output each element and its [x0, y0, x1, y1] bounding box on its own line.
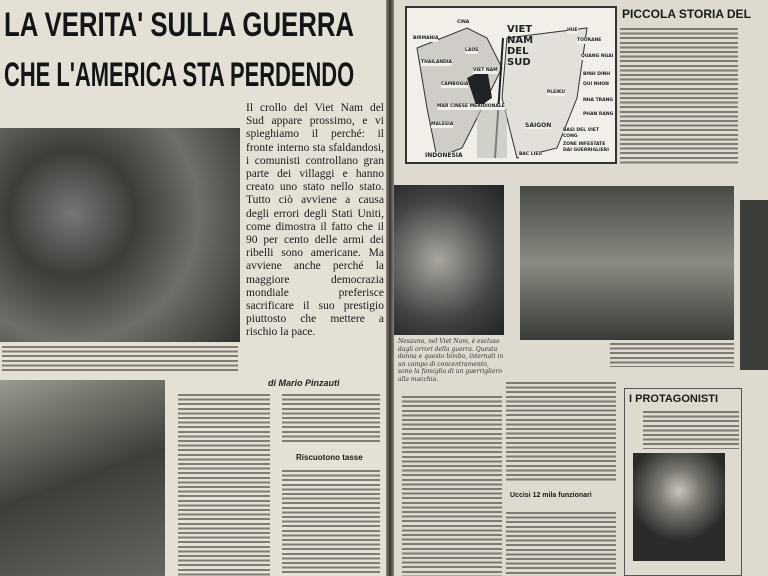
headline-line2: CHE L'AMERICA STA PERDENDO [4, 56, 355, 94]
child-caption: Nessuno, nel Viet Nam, è escluso dagli orrori della guerra. Questa donna e questo bimbo, internati in un campo di concentramento, sono la famiglia di un guerrigliero alla macchia. [398, 338, 504, 383]
label-pleiku: PLEIKU [547, 90, 565, 95]
label-mar: MAR CINESE MERIDIONALE [437, 104, 505, 109]
soldiers-photo [0, 128, 240, 342]
barbed-wire-photo [394, 185, 504, 335]
gutter [386, 0, 394, 576]
article-column-1 [178, 394, 270, 576]
general-portrait [633, 453, 725, 561]
vietnam-map [405, 6, 617, 164]
article-column-4b [506, 512, 616, 576]
label-laos: LAOS [465, 48, 479, 53]
label-phanrang: PHAN RANG [583, 112, 614, 117]
byline: di Mario Pinzauti [268, 378, 340, 388]
label-quangngai: QUANG NGAI [581, 54, 614, 59]
protagonists-title: I PROTAGONISTI [629, 393, 719, 405]
label-cambogia: CAMBOGIA [441, 82, 469, 87]
map-title: VIET NAM DEL SUD [507, 24, 534, 68]
article-column-2a [282, 394, 380, 444]
label-vietnam: VIET NAM [473, 68, 498, 73]
protagonists-box [624, 388, 742, 576]
photo-caption-text [2, 346, 238, 372]
history-title: PICCOLA STORIA DEL [622, 7, 751, 21]
label-saigon: SAIGON [525, 122, 552, 129]
label-binhdinh: BINH DINH [583, 72, 611, 77]
label-thailandia: THAILANDIA [421, 60, 453, 65]
label-indonesia: INDONESIA [425, 152, 463, 159]
label-quinhon: QUI NHON [583, 82, 609, 87]
label-hue: HUE [567, 28, 578, 33]
edge-photo [740, 200, 768, 370]
label-malesia: MALESIA [431, 122, 454, 127]
article-column-2b [282, 470, 380, 576]
soldier-caption [610, 343, 734, 367]
article-column-4a [506, 382, 616, 482]
label-bacliu: BAC LIEU [519, 152, 543, 157]
label-tourane: TOURANE [577, 38, 602, 43]
legend-zones: ZONE INFESTATE DAI GUERRIGLIERI [563, 142, 613, 153]
subhead-killed: Uccisi 12 mila funzionari [510, 492, 592, 499]
history-text [620, 28, 738, 166]
legend-bases: BASI DEL VIET CONG [563, 128, 613, 139]
protagonist-text [643, 411, 739, 449]
article-column-3 [402, 396, 502, 576]
child-soldier-photo [520, 186, 734, 340]
label-birmania: BIRMANIA [413, 36, 439, 41]
subhead-taxes: Riscuotono tasse [296, 453, 363, 462]
label-cina: CINA [457, 20, 470, 25]
label-nhatrang: NHA TRANG [583, 98, 614, 103]
soldier-rifle-photo [0, 380, 165, 576]
headline-line1: LA VERITA' SULLA GUERRA [4, 6, 355, 44]
lede: Il crollo del Viet Nam del Sud appare prossimo, e vi spieghiamo il perché: il fronte interno sta sfaldandosi, i comunisti controllano gran parte dei villaggi e hanno creato uno stato nello stato. Tutto ciò avviene a causa degli errori degli Stati Uniti, come dimostra il fatto che il 90 per cento delle armi dei ribelli sono americane. Ma avviene anche perché la maggiore democrazia mondiale preferisce sacrificare il suo prestigio piuttosto che mettere a rischio la pace. [246, 102, 384, 339]
